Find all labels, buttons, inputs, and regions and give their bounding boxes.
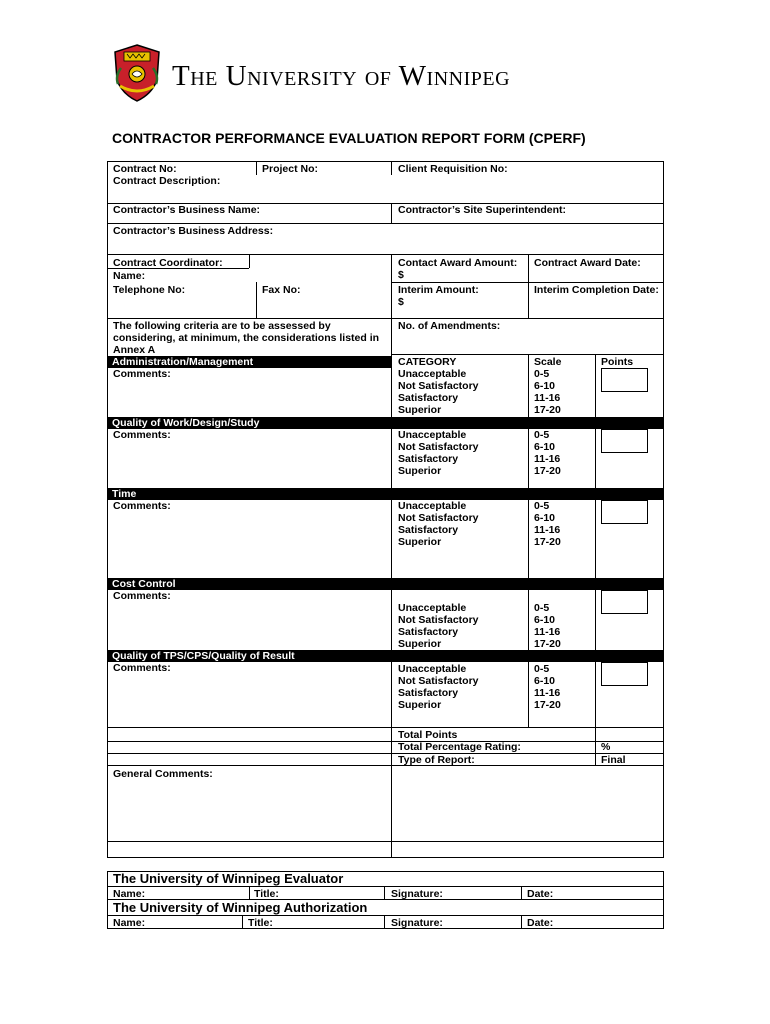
scale-6-10: 6-10 [534, 380, 556, 392]
rating-unacceptable: Unacceptable [398, 602, 467, 614]
project-no-label: Project No: [262, 163, 319, 175]
interim-amount-dollar: $ [398, 296, 404, 308]
rating-unacceptable: Unacceptable [398, 429, 467, 441]
scale-11-16: 11-16 [534, 392, 561, 404]
authorization-name-label: Name: [113, 917, 146, 929]
contract-coordinator-label: Contract Coordinator: [113, 257, 223, 269]
scale-17-20: 17-20 [534, 465, 561, 477]
rating-not-satisfactory: Not Satisfactory [398, 380, 479, 392]
comments-label: Comments: [113, 590, 171, 602]
rating-superior: Superior [398, 699, 442, 711]
interim-completion-date-label: Interim Completion Date: [534, 284, 659, 296]
authorization-heading: The University of Winnipeg Authorization [113, 900, 368, 915]
contract-description-label: Contract Description: [113, 175, 221, 187]
client-requisition-no-label: Client Requisition No: [398, 163, 508, 175]
scale-list [534, 429, 561, 477]
contact-award-amount-label: Contact Award Amount: [398, 257, 518, 269]
points-input-quality-of-work[interactable] [601, 429, 648, 453]
university-crest-logo [112, 44, 162, 102]
category-header: CATEGORY [398, 356, 457, 368]
rating-not-satisfactory: Not Satisfactory [398, 512, 479, 524]
total-points-label: Total Points [398, 729, 458, 741]
scale-6-10: 6-10 [534, 512, 556, 524]
general-comments-label: General Comments: [113, 768, 213, 780]
business-address-label: Contractor’s Business Address: [113, 225, 274, 237]
rating-not-satisfactory: Not Satisfactory [398, 614, 479, 626]
points-input-cost-control[interactable] [601, 590, 648, 614]
rating-list [398, 663, 479, 711]
rating-not-satisfactory: Not Satisfactory [398, 675, 479, 687]
points-header: Points [601, 356, 634, 368]
evaluator-signature-label: Signature: [391, 888, 443, 900]
scale-11-16: 11-16 [534, 453, 561, 465]
rating-list [398, 368, 479, 416]
scale-0-5: 0-5 [534, 602, 550, 614]
award-amount-dollar: $ [398, 269, 404, 281]
scale-17-20: 17-20 [534, 404, 561, 416]
rating-list [398, 602, 479, 650]
interim-amount-label: Interim Amount: [398, 284, 479, 296]
rating-unacceptable: Unacceptable [398, 663, 467, 675]
business-name-label: Contractor’s Business Name: [113, 204, 261, 216]
rating-satisfactory: Satisfactory [398, 453, 459, 465]
scale-6-10: 6-10 [534, 614, 556, 626]
type-of-report-label: Type of Report: [398, 754, 475, 766]
criteria-text-line3: Annex A [113, 344, 156, 356]
comments-label: Comments: [113, 429, 171, 441]
comments-label: Comments: [113, 662, 171, 674]
criteria-text-line2: considering, at minimum, the considerations listed in [113, 332, 380, 344]
scale-list [534, 602, 561, 650]
scale-17-20: 17-20 [534, 638, 561, 650]
final-label: Final [601, 754, 626, 766]
fax-no-label: Fax No: [262, 284, 301, 296]
scale-11-16: 11-16 [534, 626, 561, 638]
rating-list [398, 429, 479, 477]
contract-award-date-label: Contract Award Date: [534, 257, 641, 269]
rating-superior: Superior [398, 638, 442, 650]
scale-list [534, 663, 561, 711]
points-input-quality-of-result[interactable] [601, 662, 648, 686]
rating-list [398, 500, 479, 548]
rating-satisfactory: Satisfactory [398, 524, 459, 536]
scale-11-16: 11-16 [534, 524, 561, 536]
scale-6-10: 6-10 [534, 441, 556, 453]
scale-17-20: 17-20 [534, 536, 561, 548]
scale-list [534, 500, 561, 548]
authorization-date-label: Date: [527, 917, 554, 929]
rating-satisfactory: Satisfactory [398, 626, 459, 638]
scale-0-5: 0-5 [534, 500, 550, 512]
rating-unacceptable: Unacceptable [398, 368, 467, 380]
contract-no-label: Contract No: [113, 163, 177, 175]
points-input-administration[interactable] [601, 368, 648, 392]
scale-0-5: 0-5 [534, 368, 550, 380]
percent-sign: % [601, 741, 611, 753]
form-title: CONTRACTOR PERFORMANCE EVALUATION REPORT FORM (CPERF) [112, 130, 586, 146]
university-name: The University of Winnipeg [172, 60, 511, 92]
rating-superior: Superior [398, 465, 442, 477]
scale-11-16: 11-16 [534, 687, 561, 699]
site-superintendent-label: Contractor’s Site Superintendent: [398, 204, 567, 216]
section-bar-time: Time [107, 488, 663, 500]
scale-17-20: 17-20 [534, 699, 561, 711]
scale-list [534, 368, 561, 416]
rating-unacceptable: Unacceptable [398, 500, 467, 512]
scale-header: Scale [534, 356, 562, 368]
section-bar-cost-control: Cost Control [107, 578, 663, 590]
section-bar-administration: Administration/Management [107, 356, 392, 368]
coordinator-name-label: Name: [113, 270, 146, 282]
rating-not-satisfactory: Not Satisfactory [398, 441, 479, 453]
section-bar-quality-of-result: Quality of TPS/CPS/Quality of Result [107, 650, 663, 662]
total-percentage-label: Total Percentage Rating: [398, 741, 521, 753]
authorization-signature-label: Signature: [391, 917, 443, 929]
evaluator-date-label: Date: [527, 888, 554, 900]
rating-superior: Superior [398, 536, 442, 548]
comments-label: Comments: [113, 368, 171, 380]
rating-superior: Superior [398, 404, 442, 416]
scale-0-5: 0-5 [534, 429, 550, 441]
comments-label: Comments: [113, 500, 171, 512]
evaluator-heading: The University of Winnipeg Evaluator [113, 871, 344, 886]
rating-satisfactory: Satisfactory [398, 392, 459, 404]
telephone-no-label: Telephone No: [113, 284, 186, 296]
no-of-amendments-label: No. of Amendments: [398, 320, 501, 332]
criteria-text-line1: The following criteria are to be assessed by [113, 320, 331, 332]
points-input-time[interactable] [601, 500, 648, 524]
authorization-title-label: Title: [248, 917, 273, 929]
rating-satisfactory: Satisfactory [398, 687, 459, 699]
scale-6-10: 6-10 [534, 675, 556, 687]
evaluator-title-label: Title: [254, 888, 279, 900]
section-bar-quality-of-work: Quality of Work/Design/Study [107, 417, 663, 429]
scale-0-5: 0-5 [534, 663, 550, 675]
evaluator-name-label: Name: [113, 888, 146, 900]
